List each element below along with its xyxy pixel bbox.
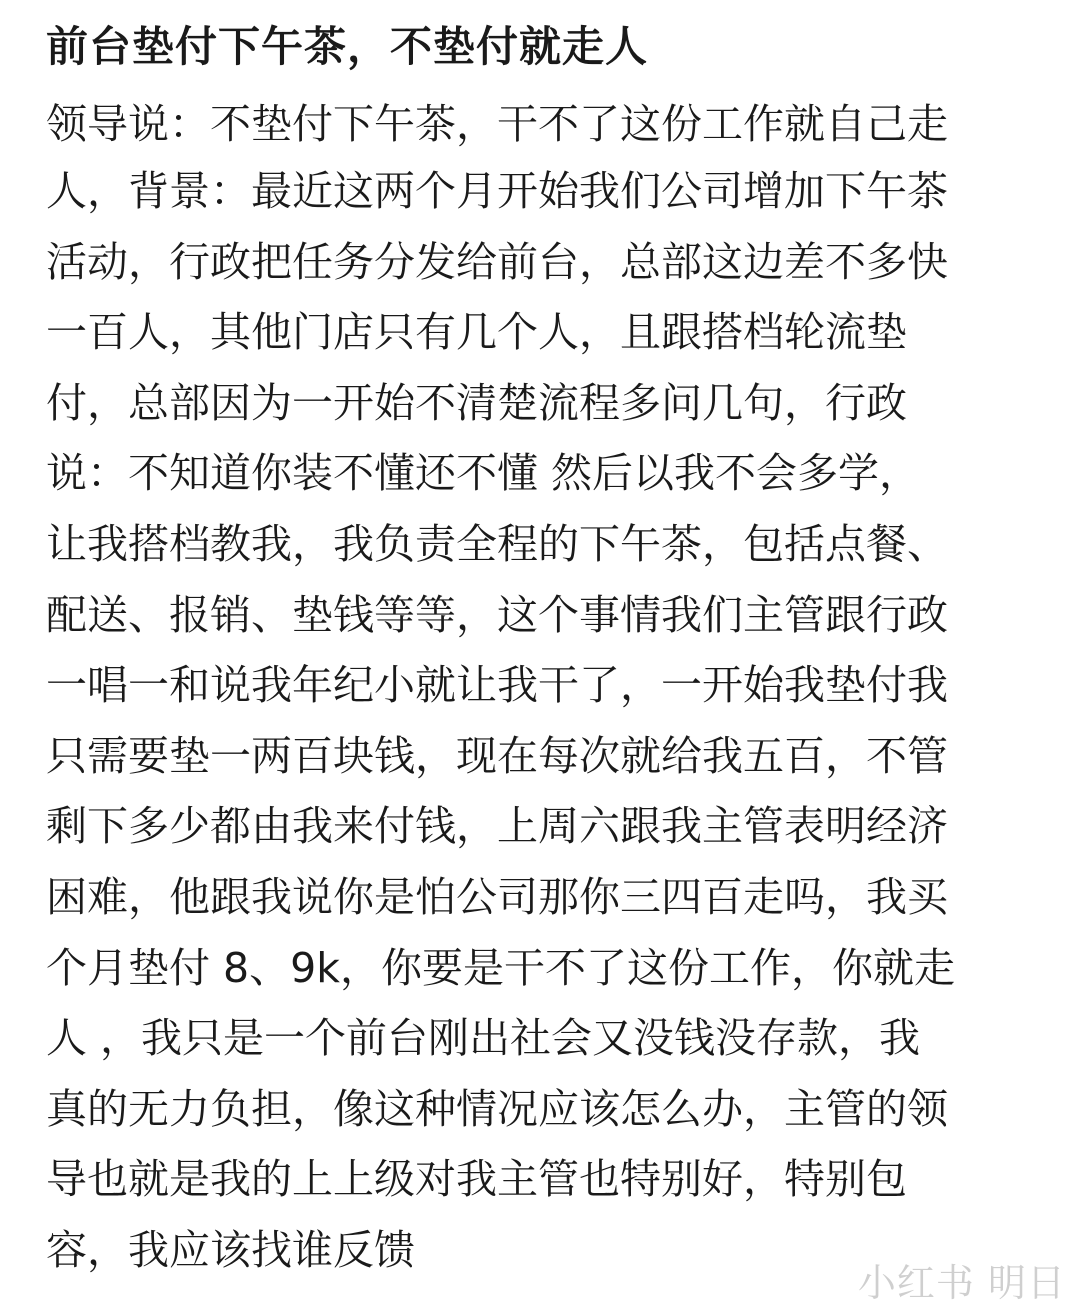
watermark: 小红书 明日 — [857, 1261, 1066, 1305]
post-title: 前台垫付下午茶，不垫付就走人 — [46, 22, 649, 71]
post-body-line: 让我搭档教我，我负责全程的下午茶，包括点餐、 — [46, 519, 948, 568]
post-body — [46, 92, 1036, 1286]
post-body-line: 付，总部因为一开始不清楚流程多问几句，行政 — [46, 378, 907, 427]
post-body-line: 人 ，我只是一个前台刚出社会又没钱没存款，我 — [46, 1014, 921, 1063]
post-body-line: 一百人，其他门店只有几个人，且跟搭档轮流垫 — [46, 308, 907, 357]
post-body-line: 剩下多少都由我来付钱，上周六跟我主管表明经济 — [46, 802, 948, 851]
post-body-line: 活动，行政把任务分发给前台，总部这边差不多快 — [46, 237, 948, 286]
post-body-line: 说：不知道你装不懂还不懂 然后以我不会多学， — [46, 449, 921, 498]
post-body-line: 领导说：不垫付下午茶，干不了这份工作就自己走 — [46, 100, 948, 148]
post-body-line: 一唱一和说我年纪小就让我干了，一开始我垫付我 — [46, 661, 948, 710]
post-body-line: 困难，他跟我说你是怕公司那你三四百走吗，我买 — [46, 872, 948, 921]
post-body-line: 个月垫付 8、9k，你要是干不了这份工作，你就走 — [46, 943, 955, 992]
post-body-line: 导也就是我的上上级对我主管也特别好，特别包 — [46, 1155, 907, 1204]
post-body-line: 配送、报销、垫钱等等，这个事情我们主管跟行政 — [46, 590, 948, 639]
post-body-line: 只需要垫一两百块钱，现在每次就给我五百，不管 — [46, 731, 948, 780]
post-body-line: 人，背景：最近这两个月开始我们公司增加下午茶 — [46, 167, 948, 215]
post-body-line: 真的无力负担，像这种情况应该怎么办，主管的领 — [46, 1084, 948, 1133]
post-content — [46, 0, 1036, 1286]
post-body-line: 容，我应该找谁反馈 — [46, 1225, 415, 1274]
